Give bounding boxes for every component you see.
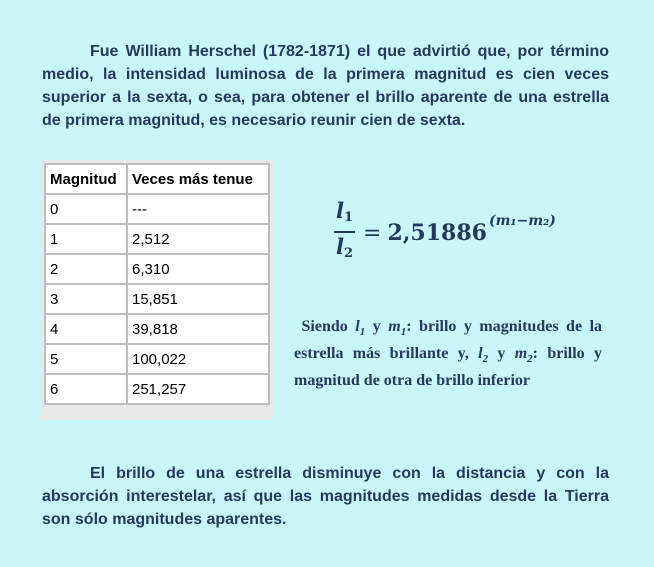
cell-magnitud: 5 — [45, 344, 127, 374]
table-row — [45, 314, 269, 344]
cell-magnitud: 3 — [45, 284, 127, 314]
table-row — [45, 374, 269, 404]
var-l1: $l_1$ — [355, 318, 366, 339]
formula-explanation: Siendo $l_1$ y $m_1$: brillo y magnitudes de la estrella más brillante y, $l_2$ y $m_2$: brillo y magnitud de otra de brillo inferior — [294, 318, 603, 390]
header-magnitud: Magnitud — [45, 164, 127, 194]
formula-equals: = — [363, 220, 382, 246]
magnitude-table — [44, 163, 270, 405]
outro-text: El brillo de una estrella disminuye con la distancia y con la absorción interestelar, así que las magnitudes medidas desde la Tierra son sólo magnitudes aparentes. — [42, 465, 609, 528]
cell-magnitud: 4 — [45, 314, 127, 344]
cell-veces: 100,022 — [127, 344, 269, 374]
table-row — [45, 254, 269, 284]
var-m2: $m_2$ — [514, 345, 533, 366]
var-m1: $m_1$ — [388, 318, 407, 339]
cell-veces: --- — [127, 194, 269, 224]
intro-paragraph — [42, 40, 609, 132]
formula-denominator: $l_2$ — [336, 234, 354, 261]
formula-base: 2,51886 — [387, 220, 487, 246]
cell-veces: 15,851 — [127, 284, 269, 314]
table-row — [45, 284, 269, 314]
table-row — [45, 194, 269, 224]
outro-paragraph — [42, 462, 609, 531]
formula-numerator: $l_1$ — [334, 198, 355, 233]
formula-exponent: (m₁−m₂) — [488, 213, 556, 229]
cell-magnitud: 2 — [45, 254, 127, 284]
cell-veces: 6,310 — [127, 254, 269, 284]
table-row — [45, 344, 269, 374]
cell-magnitud: 0 — [45, 194, 127, 224]
table-row — [45, 224, 269, 254]
magnitude-table-container — [41, 160, 273, 420]
var-l2: $l_2$ — [478, 345, 489, 366]
cell-magnitud: 6 — [45, 374, 127, 404]
cell-magnitud: 1 — [45, 224, 127, 254]
table-header-row — [45, 164, 269, 194]
cell-veces: 2,512 — [127, 224, 269, 254]
header-veces-mas-tenue: Veces más tenue — [127, 164, 269, 194]
formula-fraction — [334, 198, 355, 268]
cell-veces: 39,818 — [127, 314, 269, 344]
intro-text: Fue William Herschel (1782-1871) el que advirtió que, por término medio, la intensidad luminosa de la primera magnitud es cien veces superior a la sexta, o sea, para obtener el brillo aparente de una estrella de primera magnitud, es necesario reunir cien de sexta. — [42, 43, 609, 129]
cell-veces: 251,257 — [127, 374, 269, 404]
brightness-ratio-formula — [334, 198, 556, 268]
